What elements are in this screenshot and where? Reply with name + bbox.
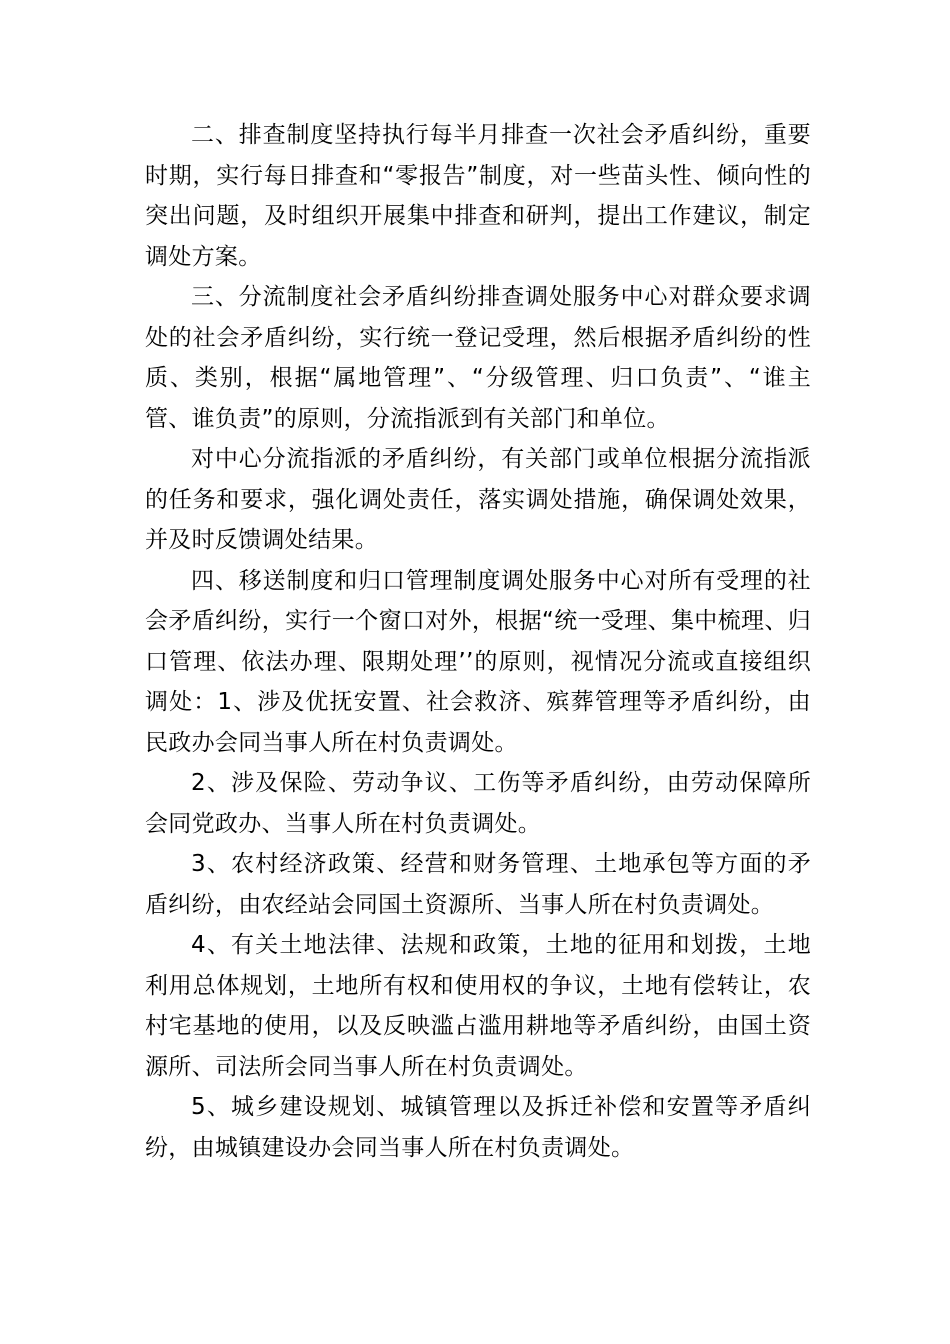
paragraph-item-5-urban-construction: 5、城乡建设规划、城镇管理以及拆迁补偿和安置等矛盾纠纷，由城镇建设办会同当事人所在村负责调处。 (145, 1094, 811, 1161)
paragraph-item-2-labor: 2、涉及保险、劳动争议、工伤等矛盾纠纷，由劳动保障所会同党政办、当事人所在村负责调处。 (145, 770, 811, 837)
paragraph-item-3-rural-economy: 3、农村经济政策、经营和财务管理、土地承包等方面的矛盾纠纷，由农经站会同国土资源所、当事人所在村负责调处。 (145, 851, 811, 918)
paragraph-transfer-system: 四、移送制度和归口管理制度调处服务中心对所有受理的社会矛盾纠纷，实行一个窗口对外，根据“统一受理、集中梳理、归口管理、依法办理、限期处理’’的原则，视情况分流或直接组织调处：1、涉及优抚安置、社会救济、殡葬管理等矛盾纠纷，由民政办会同当事人所在村负责调处。 (145, 567, 811, 756)
paragraph-screening-system: 二、排查制度坚持执行每半月排查一次社会矛盾纠纷，重要时期，实行每日排查和“零报告”制度，对一些苗头性、倾向性的突出问题，及时组织开展集中排查和研判，提出工作建议，制定调处方案。 (145, 122, 811, 270)
paragraph-item-4-land: 4、有关土地法律、法规和政策，土地的征用和划拨，土地利用总体规划，土地所有权和使用权的争议，土地有偿转让，农村宅基地的使用，以及反映滥占滥用耕地等矛盾纠纷，由国土资源所、司法所会同当事人所在村负责调处。 (145, 932, 811, 1080)
paragraph-diversion-system: 三、分流制度社会矛盾纠纷排查调处服务中心对群众要求调处的社会矛盾纠纷，实行统一登记受理，然后根据矛盾纠纷的性质、类别，根据“属地管理”、“分级管理、归口负责”、“谁主管、谁负责”的原则，分流指派到有关部门和单位。 (145, 284, 811, 432)
paragraph-diversion-followup: 对中心分流指派的矛盾纠纷，有关部门或单位根据分流指派的任务和要求，强化调处责任，落实调处措施，确保调处效果，并及时反馈调处结果。 (145, 446, 811, 553)
document-body (145, 115, 811, 1168)
